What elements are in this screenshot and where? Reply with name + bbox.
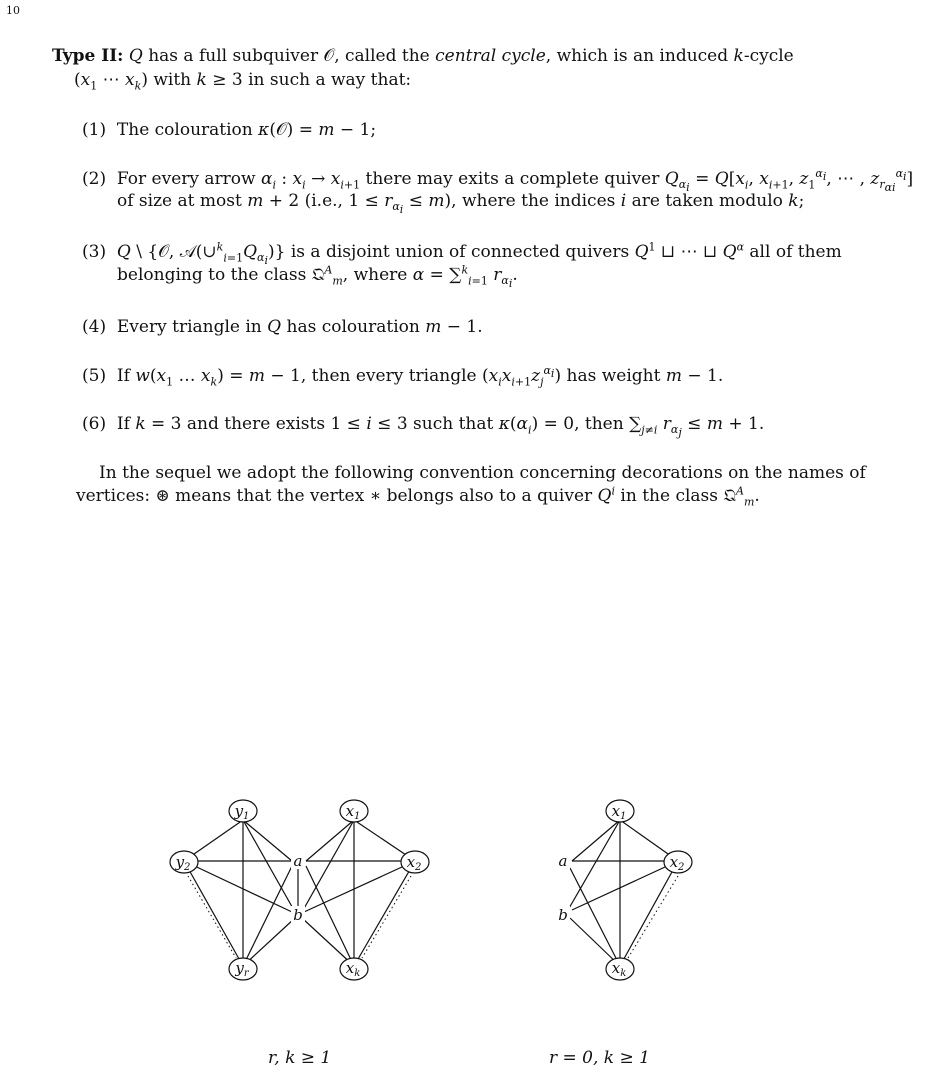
condition-3-line2: belonging to the class 𝔔$^A_m$, where α = ∑$^k_{i=1}$ $r_{\alpha_i}$. [117,263,518,291]
condition-4: (4) Every triangle in Q has colouration m − 1. [82,317,483,337]
label-a: a [293,852,303,870]
label-xk-right: $x_k$ [611,959,627,979]
label-xk: $x_k$ [345,959,361,979]
convention-paragraph: In the sequel we adopt the following convention concerning decorations on the names of [99,463,866,483]
label-x2-right: $x_2$ [669,853,685,873]
label-y2: $y_2$ [175,853,191,873]
condition-3: (3) Q \ {𝒪, $𝒜(\cup^k_{i=1}Q_{\alpha_i})$} is a disjoint union of connected quivers $Q^1$ ⊔ ⋯ ⊔ $Q^\alpha$ all of them [82,240,842,268]
label-a-right: a [558,852,568,870]
caption-left: r, k ≥ 1 [268,1048,332,1068]
label-b: b [293,906,303,924]
left-quiver-edges [184,820,415,966]
label-x1-right: $x_1$ [611,802,627,822]
condition-2: (2) For every arrow $\alpha_i$ : $x_i \to x_{i+1}$ there may exits a complete quiver $Q_{\alpha_i} = Q[x_i$, $x_{i+1}$, $z_1^{\alpha_i}$, ⋯ , $z_{r_{\alpha i}}^{\alpha_i}$] [82,167,914,195]
label-x1: $x_1$ [345,802,361,822]
page-number: 10 [6,4,20,17]
label-yr: $y_r$ [235,959,249,979]
caption-right: r = 0, k ≥ 1 [549,1048,650,1068]
type-definition-line2: ($x_1$ ⋯ $x_k$) with k ≥ 3 in such a way that: [74,70,412,93]
vertex-labels [175,802,685,979]
type-definition: Type II: Q has a full subquiver 𝒪, called the central cycle, which is an induced k-cycle [52,46,794,66]
condition-2-line2: of size at most m + 2 (i.e., $1 \le r_{\alpha_i} \le m$), where the indices i are taken modulo k; [117,191,805,217]
right-quiver-dotted [628,876,678,958]
label-x2: $x_2$ [406,853,422,873]
condition-1: (1) The colouration κ(𝒪) = m − 1; [82,120,377,140]
right-quiver-edges [568,820,678,966]
convention-paragraph-line2: vertices: ⊛ means that the vertex ∗ belongs also to a quiver $Q^i$ in the class 𝔔$^A_m$. [76,484,760,509]
label-b-right: b [558,906,568,924]
label-y1: $y_1$ [234,802,250,822]
type-heading: Type II: [52,46,124,66]
condition-6: (6) If k = 3 and there exists 1 ≤ i ≤ 3 such that $\kappa(\alpha_i) = 0$, then $\sum_{j\ne i}$ $r_{\alpha_j} \le m + 1$. [82,414,765,440]
condition-5: (5) If $w(x_1$ … $x_k) = m - 1$, then every triangle $(x_ix_{i+1}z_j^{\alpha_i})$ has weight m − 1. [82,364,724,389]
